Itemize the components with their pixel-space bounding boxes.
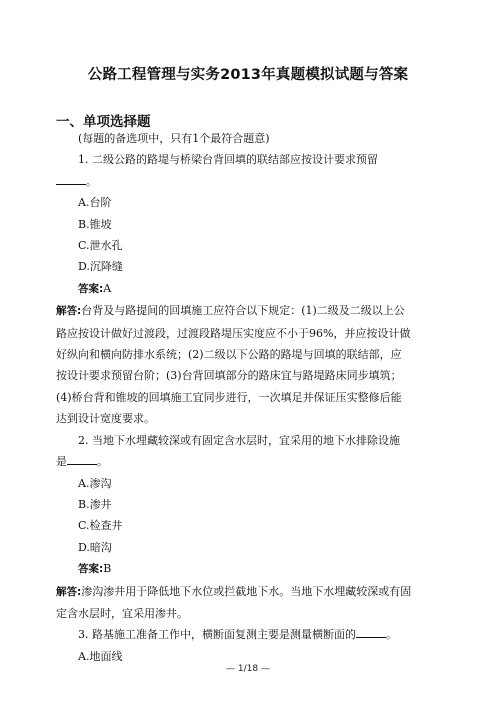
question-2-explanation-line-2: 定含水层时，宜采用渗井。 [56,606,188,620]
question-1-explanation-line-1 [56,300,442,322]
question-3-stem [56,624,442,645]
answer-blank [356,625,386,638]
question-1-stem: 1. 二级公路的路堤与桥梁台背回填的联结部应按设计要求预留 [78,153,378,167]
question-2-option-a: A.渗沟 [78,476,112,490]
question-2-option-b: B.渗井 [78,497,112,511]
page-number: — 1/18 — [226,664,270,674]
page-title: 公路工程管理与实务2013年真题模拟试题与答案 [87,67,409,83]
question-1-explanation-line-5: (4)桥台背和锥坡的回填施工宜同步进行，一次填足并保证压实整修后能 [56,390,402,404]
question-1-option-d: D.沉降缝 [78,260,123,274]
question-1-option-b: B.锥坡 [78,217,112,231]
explanation-label: 解答: [56,585,82,598]
question-1-explanation-line-3: 好纵向和横向防排水系统；(2)二级以下公路的路堤与回填的联结部，应 [56,348,402,362]
question-2-stem-end: 。 [97,455,108,469]
question-2-stem: 2. 当地下水埋藏较深或有固定含水层时，宜采用的地下水排除设施 [78,433,400,447]
document-body [56,128,442,667]
question-2-option-d: D.暗沟 [78,540,112,554]
explanation-text: 台背及与路提间的回填施工应符合以下规定：(1)二级及二级以上公 [81,304,405,318]
question-2-stem-prefix: 是 [56,455,67,469]
section-intro: (每题的备选项中，只有1个最符合题意) [78,132,270,145]
answer-blank [67,452,97,465]
explanation-label: 解答: [56,305,82,318]
question-3-option-a: A.地面线 [78,649,123,663]
answer-blank [56,172,86,185]
question-1-explanation-line-4: 按设计要求预留台阶；(3)台背回填部分的路床宜与路堤路床同步填筑； [56,369,402,383]
question-2-answer [56,558,442,580]
question-2-option-c: C.检查井 [78,519,123,533]
question-1-stem-continued [56,171,442,192]
question-1-option-c: C.泄水孔 [78,239,123,253]
question-1-explanation-line-6: 达到设计宽度要求。 [56,412,155,426]
question-1-stem-end: 。 [86,174,97,188]
question-3-stem-end: 。 [386,628,397,642]
question-2-explanation-line-1 [56,581,442,603]
answer-value: A [103,281,112,295]
question-1-explanation-line-2: 路应按设计做好过渡段，过渡段路堤压实度应不小于96%，并应按设计做 [56,326,411,340]
question-3-stem-text: 3. 路基施工准备工作中，横断面复测主要是测量横断面的 [78,628,356,642]
question-2-stem-continued [56,451,442,472]
explanation-text: 渗沟渗井用于降低地下水位或拦截地下水。当地下水埋藏较深或有固 [81,584,412,598]
question-1-option-a: A.台阶 [78,196,112,210]
question-1-answer [56,278,442,300]
answer-label: 答案: [78,563,104,576]
answer-value: B [103,562,112,576]
section-heading: 一、单项选择题 [56,114,151,130]
answer-label: 答案: [78,282,104,295]
